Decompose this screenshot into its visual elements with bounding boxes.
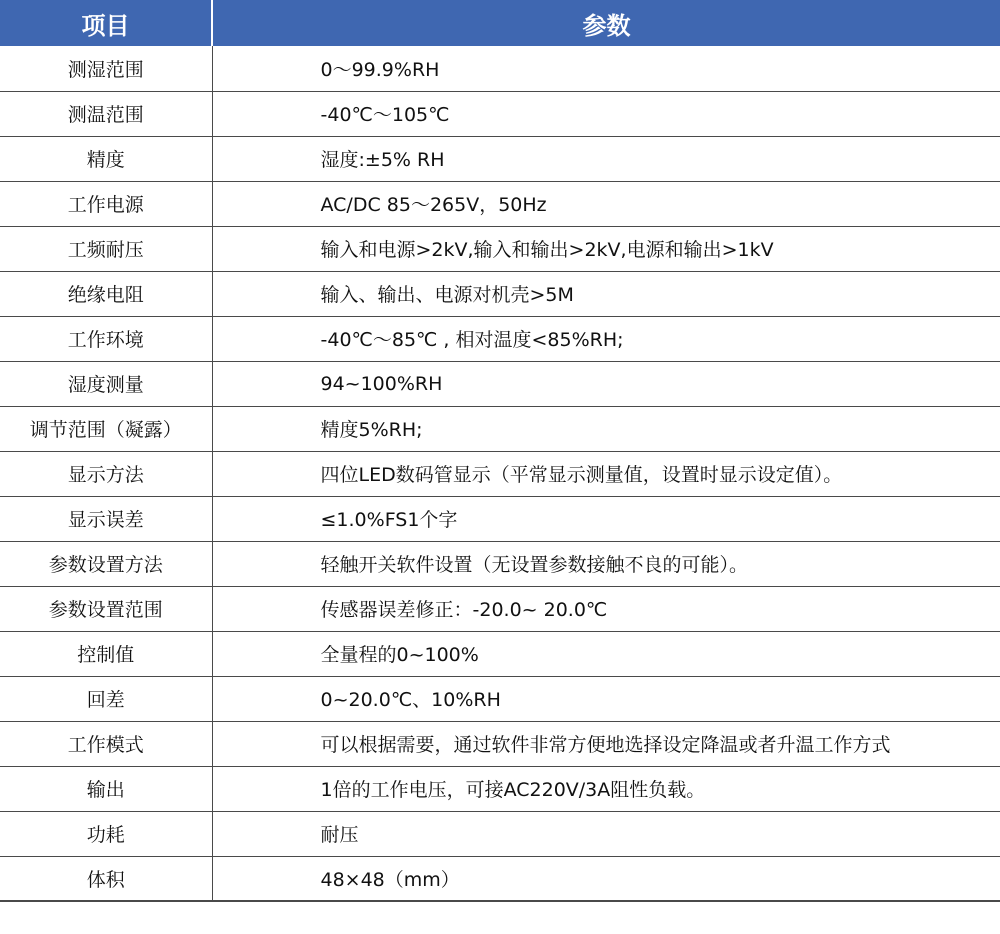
row-param-value: 精度5%RH; — [212, 406, 1000, 451]
row-param-value: 轻触开关软件设置（无设置参数接触不良的可能）。 — [212, 541, 1000, 586]
table-row — [0, 496, 1000, 541]
row-item-label: 参数设置范围 — [0, 586, 212, 631]
row-item-label: 工作电源 — [0, 181, 212, 226]
row-item-label: 控制值 — [0, 631, 212, 676]
row-param-value: 可以根据需要，通过软件非常方便地选择设定降温或者升温工作方式 — [212, 721, 1000, 766]
row-item-label: 参数设置方法 — [0, 541, 212, 586]
row-item-label: 输出 — [0, 766, 212, 811]
row-item-label: 调节范围（凝露） — [0, 406, 212, 451]
row-item-label: 湿度测量 — [0, 361, 212, 406]
row-item-label: 体积 — [0, 856, 212, 901]
table-row — [0, 541, 1000, 586]
row-param-value: ≤1.0%FS1个字 — [212, 496, 1000, 541]
table-row — [0, 586, 1000, 631]
row-param-value: 输入和电源>2kV,输入和输出>2kV,电源和输出>1kV — [212, 226, 1000, 271]
table-row — [0, 766, 1000, 811]
row-item-label: 显示误差 — [0, 496, 212, 541]
row-param-value: -40℃～105℃ — [212, 91, 1000, 136]
row-item-label: 功耗 — [0, 811, 212, 856]
row-param-value: 1倍的工作电压，可接AC220V/3A阻性负载。 — [212, 766, 1000, 811]
table-row — [0, 136, 1000, 181]
row-param-value: 湿度:±5% RH — [212, 136, 1000, 181]
row-param-value: 0～99.9%RH — [212, 46, 1000, 91]
row-param-value: 94~100%RH — [212, 361, 1000, 406]
header-row — [0, 0, 1000, 46]
header-item: 项目 — [0, 0, 212, 46]
row-param-value: 耐压 — [212, 811, 1000, 856]
row-param-value: -40℃～85℃ , 相对温度<85%RH; — [212, 316, 1000, 361]
row-item-label: 回差 — [0, 676, 212, 721]
row-param-value: 48×48（mm） — [212, 856, 1000, 901]
row-item-label: 测湿范围 — [0, 46, 212, 91]
row-item-label: 精度 — [0, 136, 212, 181]
row-param-value: 输入、输出、电源对机壳>5M — [212, 271, 1000, 316]
row-item-label: 绝缘电阻 — [0, 271, 212, 316]
table-row — [0, 361, 1000, 406]
row-item-label: 显示方法 — [0, 451, 212, 496]
table-row — [0, 676, 1000, 721]
table-row — [0, 856, 1000, 901]
table-body — [0, 46, 1000, 901]
row-param-value: 全量程的0~100% — [212, 631, 1000, 676]
row-item-label: 工作环境 — [0, 316, 212, 361]
table-row — [0, 91, 1000, 136]
table-row — [0, 271, 1000, 316]
table-row — [0, 631, 1000, 676]
table-row — [0, 721, 1000, 766]
table-row — [0, 226, 1000, 271]
table-row — [0, 46, 1000, 91]
header-param: 参数 — [212, 0, 1000, 46]
table-row — [0, 811, 1000, 856]
row-param-value: 0~20.0℃、10%RH — [212, 676, 1000, 721]
table-row — [0, 181, 1000, 226]
row-item-label: 测温范围 — [0, 91, 212, 136]
row-param-value: 四位LED数码管显示（平常显示测量值，设置时显示设定值）。 — [212, 451, 1000, 496]
table-row — [0, 316, 1000, 361]
row-param-value: AC/DC 85～265V，50Hz — [212, 181, 1000, 226]
table-row — [0, 451, 1000, 496]
table-row — [0, 406, 1000, 451]
row-item-label: 工频耐压 — [0, 226, 212, 271]
row-item-label: 工作模式 — [0, 721, 212, 766]
row-param-value: 传感器误差修正：-20.0~ 20.0℃ — [212, 586, 1000, 631]
table-header — [0, 0, 1000, 46]
